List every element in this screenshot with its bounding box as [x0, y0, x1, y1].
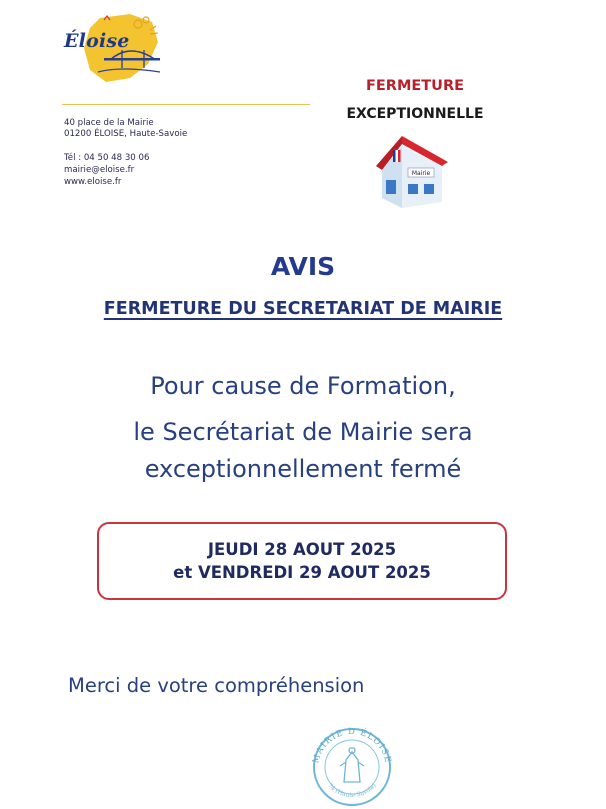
- svg-text:MAIRIE D'ÉLOISE: [311, 726, 393, 764]
- contact-address: 40 place de la Mairie: [64, 118, 154, 128]
- body-line-3: exceptionnellement fermé: [144, 455, 462, 483]
- town-hall-house-icon: [372, 132, 454, 212]
- house-sign-text: Mairie: [411, 170, 431, 177]
- notice-title: AVIS: [270, 252, 336, 281]
- badge-exceptionnelle: EXCEPTIONNELLE: [346, 106, 484, 122]
- header-divider: [62, 104, 310, 105]
- thanks-message: Merci de votre compréhension: [68, 674, 365, 697]
- closure-dates-box: [97, 522, 507, 600]
- contact-website[interactable]: www.eloise.fr: [64, 177, 122, 187]
- notice-subtitle-text: FERMETURE DU SECRETARIAT DE MAIRIE: [103, 299, 503, 319]
- stamp-top-text: MAIRIE D'ÉLOISE: [311, 726, 393, 765]
- contact-city: 01200 ÉLOISE, Haute-Savoie: [64, 129, 188, 139]
- contact-email[interactable]: mairie@eloise.fr: [64, 165, 135, 175]
- svg-text:74 (Haute-Savoie): [326, 782, 378, 799]
- badge-fermeture: FERMETURE: [365, 78, 465, 94]
- body-line-2: le Secrétariat de Mairie sera: [133, 418, 473, 446]
- body-line-1: Pour cause de Formation,: [150, 372, 456, 400]
- mairie-stamp: [306, 722, 398, 808]
- date-line-1: JEUDI 28 AOUT 2025: [207, 540, 397, 559]
- stamp-bottom-text: 74 (Haute-Savoie): [326, 782, 378, 799]
- contact-phone: Tél : 04 50 48 30 06: [64, 153, 150, 163]
- date-line-2: et VENDREDI 29 AOUT 2025: [173, 563, 431, 582]
- notice-subtitle: [0, 299, 606, 319]
- logo-text: Éloise: [64, 30, 130, 52]
